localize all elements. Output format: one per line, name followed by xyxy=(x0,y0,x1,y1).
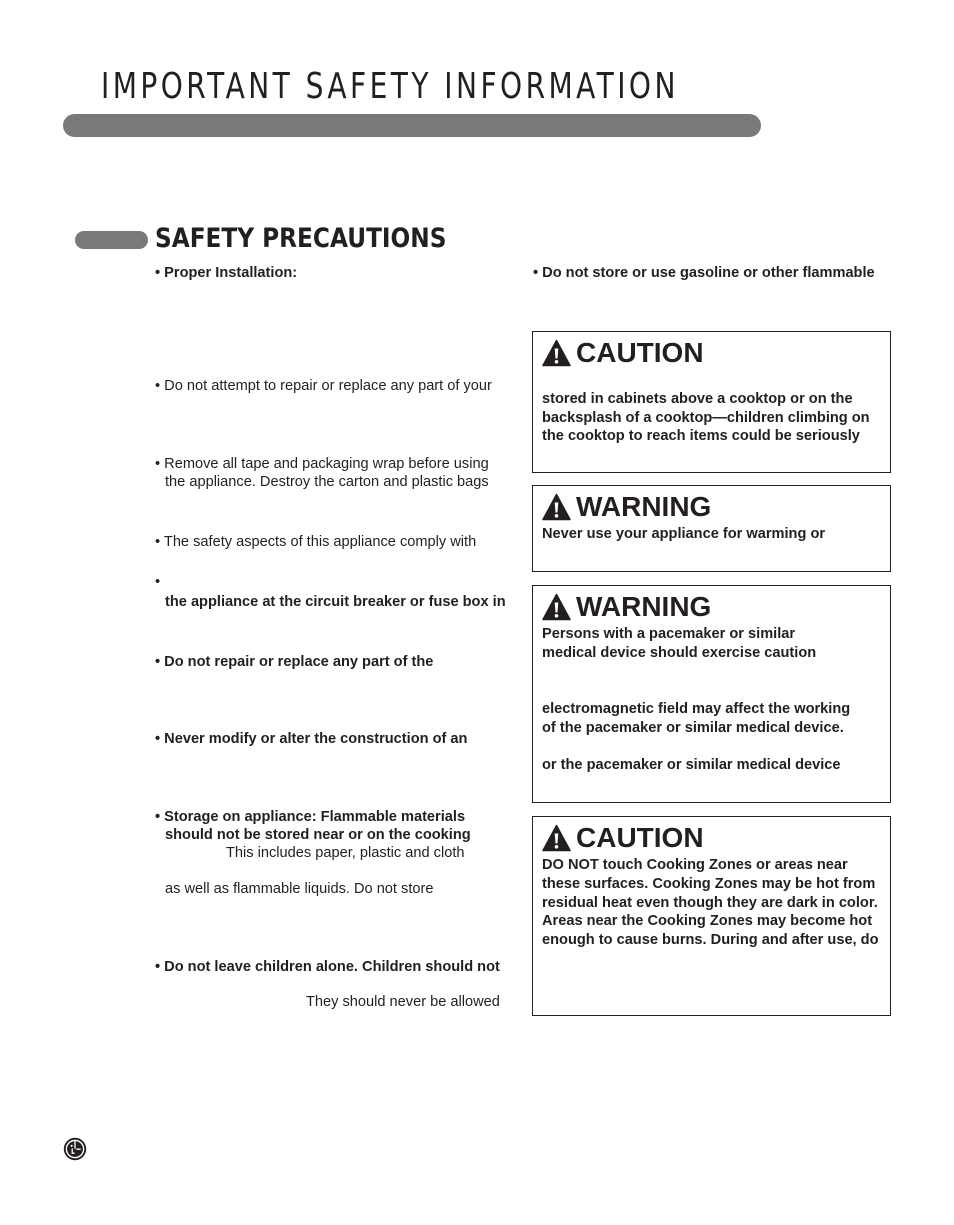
caution-2-line-2: these surfaces. Cooking Zones may be hot from xyxy=(542,876,876,892)
lg-logo-icon xyxy=(63,1137,87,1161)
bullet-circuit-breaker: • xyxy=(155,574,161,590)
warning-triangle-icon xyxy=(542,493,571,521)
gasoline-text: Do not store or use gasoline or other flammable xyxy=(542,265,875,281)
caution-2-line-5: enough to cause burns. During and after use, do xyxy=(542,932,879,948)
remove-tape-text: Remove all tape and packaging wrap before using xyxy=(164,456,489,472)
caution-1-line-1: stored in cabinets above a cooktop or on the xyxy=(542,391,853,407)
warning-2-line-1: Persons with a pacemaker or similar xyxy=(542,626,796,642)
section-pill xyxy=(75,231,148,249)
bullet-repair-warning: • Do not attempt to repair or replace any part of your xyxy=(155,378,492,394)
bullet-safety-aspects: • The safety aspects of this appliance comply with xyxy=(155,534,477,550)
storage-text-line2: should not be stored near or on the cooking xyxy=(165,827,471,843)
caution-1-line-2: backsplash of a cooktop—children climbing on xyxy=(542,410,870,426)
safety-aspects-text: The safety aspects of this appliance comply with xyxy=(163,534,477,550)
warning-triangle-icon xyxy=(542,339,571,367)
bullet-never-modify: • Never modify or alter the construction of an xyxy=(155,731,468,747)
storage-text-line3: This includes paper, plastic and cloth xyxy=(226,845,465,861)
title-bar xyxy=(63,114,761,137)
section-title: SAFETY PRECAUTIONS xyxy=(155,223,447,254)
warning-2-line-4: of the pacemaker or similar medical device. xyxy=(542,720,844,736)
warning-label: WARNING xyxy=(576,491,712,522)
remove-tape-text-line2: the appliance. Destroy the carton and plastic bags xyxy=(165,474,489,490)
proper-installation-heading: Proper Installation: xyxy=(164,265,298,281)
warning-2-line-5: or the pacemaker or similar medical device xyxy=(542,757,841,773)
caution-2-line-4: Areas near the Cooking Zones may become hot xyxy=(542,913,873,929)
warning-box-2 xyxy=(532,585,891,803)
bullet-do-not-repair: • Do not repair or replace any part of the xyxy=(155,654,434,670)
circuit-breaker-text: the appliance at the circuit breaker or fuse box in xyxy=(165,594,506,610)
caution-1-line-3: the cooktop to reach items could be seriously xyxy=(542,428,860,444)
warning-triangle-icon xyxy=(542,824,571,852)
storage-text-line4: as well as flammable liquids. Do not store xyxy=(165,881,434,897)
warning-2-line-2: medical device should exercise caution xyxy=(542,645,817,661)
warning-1-line-1: Never use your appliance for warming or xyxy=(542,526,826,542)
caution-label: CAUTION xyxy=(576,337,704,368)
caution-header xyxy=(542,822,704,854)
page-title: IMPORTANT SAFETY INFORMATION xyxy=(101,66,679,107)
repair-warning-text: Do not attempt to repair or replace any part of your xyxy=(164,378,492,394)
caution-box-1 xyxy=(532,331,891,473)
storage-text: Storage on appliance: Flammable materials xyxy=(164,809,466,825)
warning-header xyxy=(542,591,711,623)
caution-box-2 xyxy=(532,816,891,1016)
children-text-line2: They should never be allowed xyxy=(306,994,500,1010)
caution-2-line-3: residual heat even though they are dark in color. xyxy=(542,895,878,911)
caution-2-line-1: DO NOT touch Cooking Zones or areas near xyxy=(542,857,848,873)
warning-triangle-icon xyxy=(542,593,571,621)
children-text: Do not leave children alone. Children should not xyxy=(164,959,500,975)
bullet-proper-installation: • Proper Installation: xyxy=(155,265,298,281)
never-modify-text: Never modify or alter the construction of an xyxy=(164,731,468,747)
bullet-children: • Do not leave children alone. Children should not xyxy=(155,959,500,975)
caution-label: CAUTION xyxy=(576,822,704,853)
warning-box-1 xyxy=(532,485,891,572)
do-not-repair-text: Do not repair or replace any part of the xyxy=(164,654,434,670)
bullet-storage: • Storage on appliance: Flammable materials xyxy=(155,809,466,825)
bullet-gasoline: • Do not store or use gasoline or other flammable xyxy=(533,265,875,281)
warning-header xyxy=(542,491,711,523)
warning-label: WARNING xyxy=(576,591,712,622)
caution-header xyxy=(542,337,704,369)
warning-2-line-3: electromagnetic field may affect the working xyxy=(542,701,851,717)
bullet-remove-tape: • Remove all tape and packaging wrap before using xyxy=(155,456,489,472)
